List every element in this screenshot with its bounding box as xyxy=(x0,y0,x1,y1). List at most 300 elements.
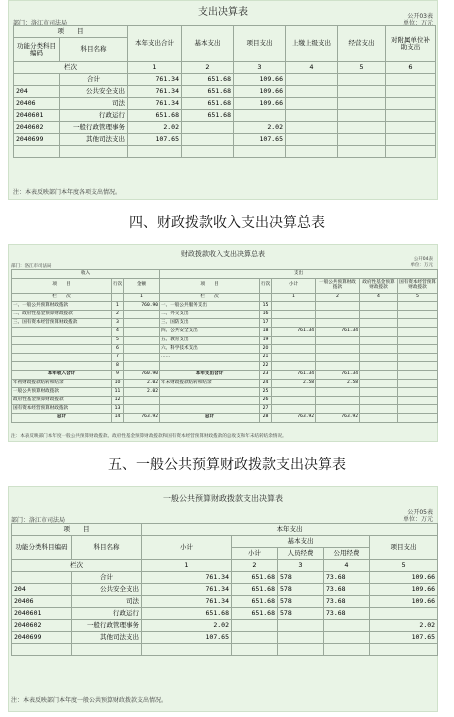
amount-cell xyxy=(386,122,436,134)
col-number: 5 xyxy=(370,560,438,572)
col-number: 1 xyxy=(128,62,182,74)
amount-cell xyxy=(338,122,386,134)
income-item: 总计 xyxy=(12,413,112,422)
expense-amount xyxy=(398,327,438,336)
table-note: 注：本表反映部门本年度一般公共预算财政拨款、政府性基金预算财政拨款和国有资本经营预算财政拨款的总收支和年末结转结余情况。 xyxy=(11,434,287,439)
year-expense-header: 本年支出 xyxy=(142,524,438,536)
amount-cell xyxy=(286,74,338,86)
amount-cell xyxy=(386,134,436,146)
expense-amount xyxy=(316,353,360,362)
expense-amount xyxy=(360,413,398,422)
line-number: 9 xyxy=(112,370,124,379)
amount-cell xyxy=(324,632,370,644)
col-header: 对附属单位补助支出 xyxy=(386,26,436,62)
expense-amount xyxy=(360,388,398,397)
table-row xyxy=(12,345,438,354)
expense-item: 四、公共安全支出 xyxy=(160,327,260,336)
subject-name: 合计 xyxy=(72,572,142,584)
amount-cell xyxy=(182,146,234,158)
amount-cell xyxy=(324,620,370,632)
line-number: 17 xyxy=(260,319,272,328)
income-item xyxy=(12,327,112,336)
col-number: 4 xyxy=(324,560,370,572)
amount-cell: 651.68 xyxy=(232,596,278,608)
amount-cell xyxy=(338,86,386,98)
subject-code: 2040601 xyxy=(12,608,72,620)
code-header: 功能分类科目编码 xyxy=(14,38,60,62)
income-amount xyxy=(124,362,160,371)
expense-amount xyxy=(272,353,316,362)
line-number: 27 xyxy=(260,405,272,414)
expense-amount xyxy=(360,302,398,311)
line-number: 18 xyxy=(260,327,272,336)
expense-amount xyxy=(316,405,360,414)
income-amount xyxy=(124,336,160,345)
expense-amount xyxy=(398,405,438,414)
line-number: 25 xyxy=(260,388,272,397)
subject-code: 2040699 xyxy=(12,632,72,644)
amount-cell xyxy=(278,632,324,644)
expense-amount xyxy=(398,379,438,388)
col-number: 1 xyxy=(272,293,316,302)
subject-code: 204 xyxy=(12,584,72,596)
expense-item xyxy=(160,405,260,414)
code-header: 功能分类科目编码 xyxy=(12,536,72,560)
expense-amount xyxy=(360,319,398,328)
table-row xyxy=(12,396,438,405)
amount-cell xyxy=(286,86,338,98)
amount-cell: 109.66 xyxy=(370,584,438,596)
expense-item: 总计 xyxy=(160,413,260,422)
income-item: 三、国有资本经营预算财政拨款 xyxy=(12,319,112,328)
line-number: 4 xyxy=(112,327,124,336)
subject-code: 20406 xyxy=(14,98,60,110)
subject-code: 2040602 xyxy=(14,122,60,134)
col-number: 3 xyxy=(278,560,324,572)
income-item xyxy=(12,353,112,362)
expense-item: 六、科学技术支出 xyxy=(160,345,260,354)
line-number: 16 xyxy=(260,310,272,319)
table-row xyxy=(14,74,436,86)
expense-item: 二、外交支出 xyxy=(160,310,260,319)
amount-cell: 761.34 xyxy=(142,584,232,596)
amount-cell xyxy=(386,86,436,98)
amount-cell: 761.34 xyxy=(142,596,232,608)
amount-cell: 651.68 xyxy=(142,608,232,620)
income-item: 政府性基金预算财政拨款 xyxy=(12,396,112,405)
amount-cell: 651.68 xyxy=(232,608,278,620)
project-expense-header: 项目支出 xyxy=(370,536,438,560)
subject-code: 204 xyxy=(14,86,60,98)
amount-cell: 761.34 xyxy=(128,74,182,86)
project-header: 项 目 xyxy=(12,524,142,536)
section-heading-5: 五、一般公共预算财政拨款支出决算表 xyxy=(108,457,346,473)
table-row xyxy=(12,405,438,414)
income-header: 收入 xyxy=(12,270,160,279)
expense-amount xyxy=(316,396,360,405)
amount-cell: 109.66 xyxy=(234,86,286,98)
line-number: 5 xyxy=(112,336,124,345)
amount-cell: 578 xyxy=(278,572,324,584)
amount-cell: 2.02 xyxy=(142,620,232,632)
amount-cell: 2.02 xyxy=(128,122,182,134)
line-number: 22 xyxy=(260,362,272,371)
expense-amount xyxy=(398,310,438,319)
subject-name: 行政运行 xyxy=(72,608,142,620)
income-amount xyxy=(124,345,160,354)
expense-item xyxy=(160,362,260,371)
table-row xyxy=(12,327,438,336)
line-number: 2 xyxy=(112,310,124,319)
amount-cell: 578 xyxy=(278,608,324,620)
line-number: 7 xyxy=(112,353,124,362)
col-header: 基本支出 xyxy=(182,26,234,62)
income-item xyxy=(12,362,112,371)
name-header: 科目名称 xyxy=(60,38,128,62)
amount-cell: 651.68 xyxy=(182,110,234,122)
amount-cell xyxy=(338,74,386,86)
col-header: 经营支出 xyxy=(338,26,386,62)
col-number: 4 xyxy=(360,293,398,302)
line-number: 12 xyxy=(112,396,124,405)
table-row xyxy=(12,620,438,632)
expense-amount xyxy=(360,336,398,345)
subject-name: 其他司法支出 xyxy=(60,134,128,146)
line-number: 28 xyxy=(260,413,272,422)
line-header: 行次 xyxy=(260,278,272,293)
col-header: 本年支出合计 xyxy=(128,26,182,62)
amount-header: 金额 xyxy=(124,278,160,293)
expense-amount: 763.92 xyxy=(316,413,360,422)
lanci-label: 栏 次 xyxy=(12,293,112,302)
expense-item xyxy=(160,396,260,405)
amount-cell: 651.68 xyxy=(232,584,278,596)
expense-amount xyxy=(398,388,438,397)
subject-code: 2040601 xyxy=(14,110,60,122)
amount-cell: 651.68 xyxy=(232,572,278,584)
col-number: 4 xyxy=(286,62,338,74)
table-row xyxy=(12,353,438,362)
col-number: 2 xyxy=(232,560,278,572)
expense-amount xyxy=(360,370,398,379)
table-row xyxy=(12,608,438,620)
amount-cell xyxy=(338,98,386,110)
amount-cell: 109.66 xyxy=(370,572,438,584)
table-row xyxy=(14,86,436,98)
amount-cell xyxy=(232,620,278,632)
expenditure-table xyxy=(13,25,436,158)
project-header: 项 目 xyxy=(14,26,128,38)
expense-amount xyxy=(272,345,316,354)
table-row xyxy=(12,336,438,345)
income-amount: 2.02 xyxy=(124,388,160,397)
sheet-title: 财政拨款收入支出决算总表 xyxy=(181,250,265,258)
lanci-label: 栏 次 xyxy=(160,293,260,302)
amount-cell xyxy=(338,134,386,146)
expense-amount xyxy=(398,370,438,379)
basic-expense-header: 基本支出 xyxy=(232,536,370,548)
table-row xyxy=(12,388,438,397)
line-number: 6 xyxy=(112,345,124,354)
amount-cell: 578 xyxy=(278,584,324,596)
col-number: 5 xyxy=(398,293,438,302)
personnel-header: 人员经费 xyxy=(278,548,324,560)
subject-name: 公共安全支出 xyxy=(60,86,128,98)
col-number: 3 xyxy=(234,62,286,74)
income-amount: 2.02 xyxy=(124,379,160,388)
table-row xyxy=(12,310,438,319)
expense-amount xyxy=(398,345,438,354)
expense-amount xyxy=(360,327,398,336)
subject-code: 20406 xyxy=(12,596,72,608)
expense-amount xyxy=(398,353,438,362)
expense-amount xyxy=(316,388,360,397)
expense-amount xyxy=(398,319,438,328)
line-number: 24 xyxy=(260,379,272,388)
subject-name: 司法 xyxy=(60,98,128,110)
subject-name xyxy=(72,644,142,656)
col-number: 6 xyxy=(386,62,436,74)
subject-code: 2040699 xyxy=(14,134,60,146)
expense-amount xyxy=(360,310,398,319)
table-row xyxy=(12,362,438,371)
expense-amount xyxy=(398,396,438,405)
expense-amount xyxy=(272,319,316,328)
line-header: 行次 xyxy=(112,278,124,293)
lanci-label: 栏次 xyxy=(14,62,128,74)
amount-cell xyxy=(234,146,286,158)
line-number: 21 xyxy=(260,353,272,362)
expense-amount xyxy=(316,345,360,354)
fund-budget-header: 政府性基金预算财政拨款 xyxy=(360,278,398,293)
subject-name: 一般行政管理事务 xyxy=(72,620,142,632)
income-amount xyxy=(124,310,160,319)
amount-cell: 107.65 xyxy=(142,632,232,644)
line-number: 3 xyxy=(112,319,124,328)
line-number: 23 xyxy=(260,370,272,379)
amount-cell: 107.65 xyxy=(234,134,286,146)
amount-cell: 73.68 xyxy=(324,596,370,608)
amount-cell: 109.66 xyxy=(234,74,286,86)
expense-amount xyxy=(398,413,438,422)
amount-cell xyxy=(278,620,324,632)
subject-code: 2040602 xyxy=(12,620,72,632)
expense-amount xyxy=(360,353,398,362)
lanci-label: 栏次 xyxy=(12,560,142,572)
sheet-title: 一般公共预算财政拨款支出决算表 xyxy=(163,494,283,503)
expense-item: 一、一般公共服务支出 xyxy=(160,302,260,311)
department-label: 部门：洛江市司法局 xyxy=(11,517,66,524)
table-row xyxy=(12,379,438,388)
department-label: 部门：洛江市司法局 xyxy=(13,20,68,27)
line-number: 11 xyxy=(112,388,124,397)
expense-amount xyxy=(360,345,398,354)
amount-cell: 73.68 xyxy=(324,572,370,584)
subject-name: 司法 xyxy=(72,596,142,608)
income-amount: 760.90 xyxy=(124,370,160,379)
amount-cell xyxy=(234,110,286,122)
amount-cell xyxy=(324,644,370,656)
expense-item: 五、教育支出 xyxy=(160,336,260,345)
col-number: 1 xyxy=(124,293,160,302)
subject-code xyxy=(14,74,60,86)
subject-code xyxy=(12,644,72,656)
state-capital-header: 国有资本经营预算财政拨款 xyxy=(398,278,438,293)
unit-label: 单位：万元 xyxy=(410,263,433,268)
total-header: 小计 xyxy=(272,278,316,293)
expense-amount xyxy=(272,310,316,319)
amount-cell: 73.68 xyxy=(324,584,370,596)
amount-cell xyxy=(386,110,436,122)
subtotal-header: 小计 xyxy=(142,536,232,560)
expense-amount: 2.58 xyxy=(316,379,360,388)
sheet-title: 支出决算表 xyxy=(198,7,248,18)
subject-name xyxy=(60,146,128,158)
section-heading-4: 四、财政拨款收入支出决算总表 xyxy=(129,215,325,231)
table-row xyxy=(14,110,436,122)
col-number xyxy=(112,293,124,302)
expense-amount xyxy=(398,336,438,345)
amount-cell xyxy=(386,146,436,158)
line-number: 10 xyxy=(112,379,124,388)
amount-cell: 761.34 xyxy=(128,86,182,98)
subject-code xyxy=(14,146,60,158)
line-number: 15 xyxy=(260,302,272,311)
line-number: 20 xyxy=(260,345,272,354)
amount-cell: 651.68 xyxy=(182,74,234,86)
line-number: 8 xyxy=(112,362,124,371)
income-item xyxy=(12,336,112,345)
expense-amount xyxy=(360,362,398,371)
income-item: 国有资本经营预算财政拨款 xyxy=(12,405,112,414)
appropriation-summary-table xyxy=(11,269,438,423)
expense-amount: 761.34 xyxy=(316,370,360,379)
line-number: 26 xyxy=(260,396,272,405)
col-number: 1 xyxy=(142,560,232,572)
amount-cell xyxy=(128,146,182,158)
table-row xyxy=(12,370,438,379)
income-amount: 760.90 xyxy=(124,302,160,311)
table-note: 注：本表反映部门本年度各项支出情况。 xyxy=(13,189,122,196)
expense-amount xyxy=(360,405,398,414)
unit-label: 单位：万元 xyxy=(402,516,433,523)
form-number: 公开04表 xyxy=(413,257,433,262)
income-amount xyxy=(124,396,160,405)
amount-cell: 109.66 xyxy=(234,98,286,110)
col-header: 上缴上级支出 xyxy=(286,26,338,62)
expense-amount: 761.34 xyxy=(272,327,316,336)
table-row xyxy=(12,572,438,584)
amount-cell xyxy=(232,644,278,656)
amount-cell: 2.02 xyxy=(370,620,438,632)
form-number: 公开03表 xyxy=(407,13,433,20)
amount-cell: 107.65 xyxy=(128,134,182,146)
amount-cell: 651.68 xyxy=(182,86,234,98)
subject-code xyxy=(12,572,72,584)
col-header: 项目支出 xyxy=(234,26,286,62)
expense-amount xyxy=(316,362,360,371)
amount-cell xyxy=(386,98,436,110)
col-number: 2 xyxy=(182,62,234,74)
table-row xyxy=(12,302,438,311)
table-row xyxy=(14,134,436,146)
table-row xyxy=(12,413,438,422)
amount-cell: 651.68 xyxy=(128,110,182,122)
expense-amount xyxy=(272,336,316,345)
amount-cell: 761.34 xyxy=(128,98,182,110)
general-budget-expenditure-table xyxy=(11,523,438,656)
line-number: 14 xyxy=(112,413,124,422)
amount-cell: 761.34 xyxy=(142,572,232,584)
general-budget-header: 一般公共预算财政拨款 xyxy=(316,278,360,293)
income-amount xyxy=(124,327,160,336)
form-number: 公开05表 xyxy=(407,509,433,516)
expenditure-sheet xyxy=(8,0,438,200)
item-header: 项 目 xyxy=(160,278,260,293)
name-header: 科目名称 xyxy=(72,536,142,560)
amount-cell xyxy=(338,110,386,122)
expense-item xyxy=(160,388,260,397)
amount-cell xyxy=(286,110,338,122)
expense-amount xyxy=(316,319,360,328)
table-row xyxy=(14,122,436,134)
expense-amount xyxy=(398,362,438,371)
amount-cell xyxy=(386,74,436,86)
table-row xyxy=(12,632,438,644)
amount-cell xyxy=(370,608,438,620)
expense-item: 本年支出合计 xyxy=(160,370,260,379)
income-item: 一、一般公共预算财政拨款 xyxy=(12,302,112,311)
amount-cell: 107.65 xyxy=(370,632,438,644)
col-number: 5 xyxy=(338,62,386,74)
table-note: 注：本表反映部门本年度一般公共预算财政拨款支出情况。 xyxy=(11,697,168,704)
expense-amount: 2.58 xyxy=(272,379,316,388)
amount-cell xyxy=(182,134,234,146)
line-number: 13 xyxy=(112,405,124,414)
unit-label: 单位：万元 xyxy=(402,20,433,27)
income-amount xyxy=(124,353,160,362)
income-item: 年初财政拨款结转和结余 xyxy=(12,379,112,388)
expense-amount xyxy=(316,302,360,311)
subject-name: 一般行政管理事务 xyxy=(60,122,128,134)
expense-amount: 761.34 xyxy=(316,327,360,336)
amount-cell xyxy=(338,146,386,158)
subject-name: 公共安全支出 xyxy=(72,584,142,596)
line-number: 19 xyxy=(260,336,272,345)
expense-amount xyxy=(360,396,398,405)
income-item: 二、政府性基金预算财政拨款 xyxy=(12,310,112,319)
income-amount: 763.92 xyxy=(124,413,160,422)
income-amount xyxy=(124,405,160,414)
department-label: 部门：洛江市司法局 xyxy=(11,264,52,269)
income-item xyxy=(12,345,112,354)
expense-amount xyxy=(272,388,316,397)
expense-amount xyxy=(272,405,316,414)
subject-name: 其他司法支出 xyxy=(72,632,142,644)
amount-cell xyxy=(142,644,232,656)
amount-cell xyxy=(370,644,438,656)
table-row xyxy=(14,98,436,110)
table-row xyxy=(12,644,438,656)
expense-amount xyxy=(316,336,360,345)
expense-header: 支出 xyxy=(160,270,438,279)
table-row xyxy=(12,584,438,596)
table-row xyxy=(14,146,436,158)
amount-cell: 73.68 xyxy=(324,608,370,620)
expense-item: 三、国防支出 xyxy=(160,319,260,328)
amount-cell xyxy=(286,98,338,110)
income-item: 一般公共预算财政拨款 xyxy=(12,388,112,397)
